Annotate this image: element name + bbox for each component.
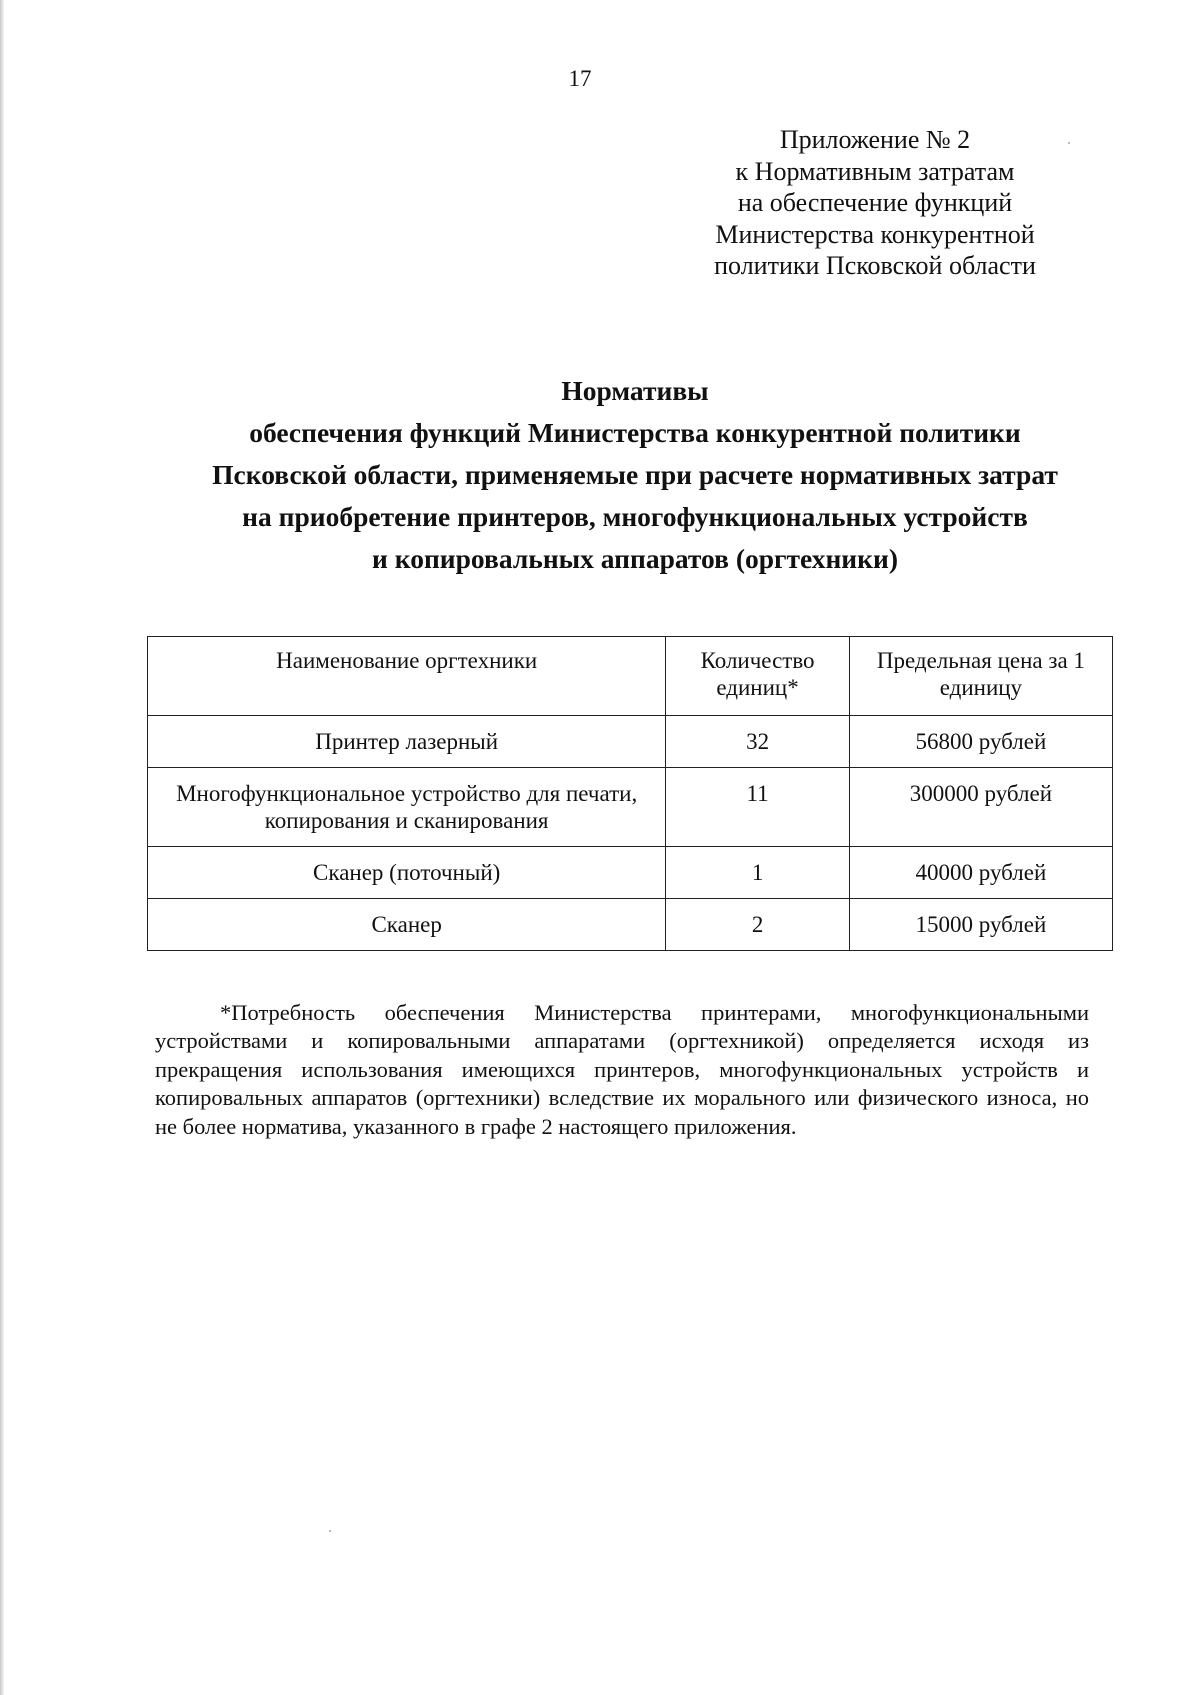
table-row bbox=[148, 847, 1113, 899]
cell-price: 300000 рублей bbox=[849, 768, 1112, 847]
header-price: Предельная цена за 1 единицу bbox=[849, 637, 1112, 716]
cell-name: Сканер (поточный) bbox=[148, 847, 666, 899]
annex-line: на обеспечение функций bbox=[737, 188, 1013, 217]
cell-name: Принтер лазерный bbox=[148, 716, 666, 768]
table-row bbox=[148, 716, 1113, 768]
annex-line: к Нормативным затратам bbox=[735, 156, 1015, 186]
cell-price: 56800 рублей bbox=[849, 716, 1112, 768]
annex-line: Министерства конкурентной bbox=[715, 219, 1035, 249]
title-line: обеспечения функций Министерства конкурентной политики bbox=[249, 417, 1021, 448]
cell-name: Многофункциональное устройство для печати, копирования и сканирования bbox=[148, 768, 666, 847]
table-header-row bbox=[148, 637, 1113, 716]
document-title bbox=[120, 370, 1150, 580]
norms-table bbox=[147, 636, 1113, 951]
title-line: на приобретение принтеров, многофункциональных устройств bbox=[242, 501, 1028, 532]
cell-name: Сканер bbox=[148, 899, 666, 951]
scan-edge bbox=[0, 0, 4, 1695]
annex-line: политики Псковской области bbox=[714, 251, 1036, 280]
cell-price: 15000 рублей bbox=[849, 899, 1112, 951]
table-row bbox=[148, 768, 1113, 847]
annex-reference bbox=[680, 124, 1070, 282]
scan-speck bbox=[329, 1530, 331, 1532]
footnote-paragraph: *Потребность обеспечения Министерства принтерами, многофункциональными устройствами и копировальными аппаратами (оргтехникой) определяется исходя из прекращения использования имеющихся принтеров, многофункциональных устройств и копировальных аппаратов (оргтехники) вследствие их морального или физического износа, но не более норматива, указанного в графе 2 настоящего приложения. bbox=[155, 999, 1089, 1139]
cell-quantity: 2 bbox=[666, 899, 849, 951]
table-row bbox=[148, 899, 1113, 951]
cell-quantity: 11 bbox=[666, 768, 849, 847]
cell-quantity: 1 bbox=[666, 847, 849, 899]
title-line: Нормативы bbox=[561, 375, 709, 406]
title-line: и копировальных аппаратов (оргтехники) bbox=[372, 543, 898, 574]
header-quantity: Количество единиц* bbox=[666, 637, 849, 716]
cell-price: 40000 рублей bbox=[849, 847, 1112, 899]
annex-line: Приложение № 2 bbox=[779, 125, 971, 154]
page-number: 17 bbox=[568, 66, 592, 91]
scan-speck bbox=[1068, 142, 1070, 144]
header-name: Наименование оргтехники bbox=[148, 637, 666, 716]
title-line: Псковской области, применяемые при расчете нормативных затрат bbox=[212, 459, 1058, 490]
cell-quantity: 32 bbox=[666, 716, 849, 768]
